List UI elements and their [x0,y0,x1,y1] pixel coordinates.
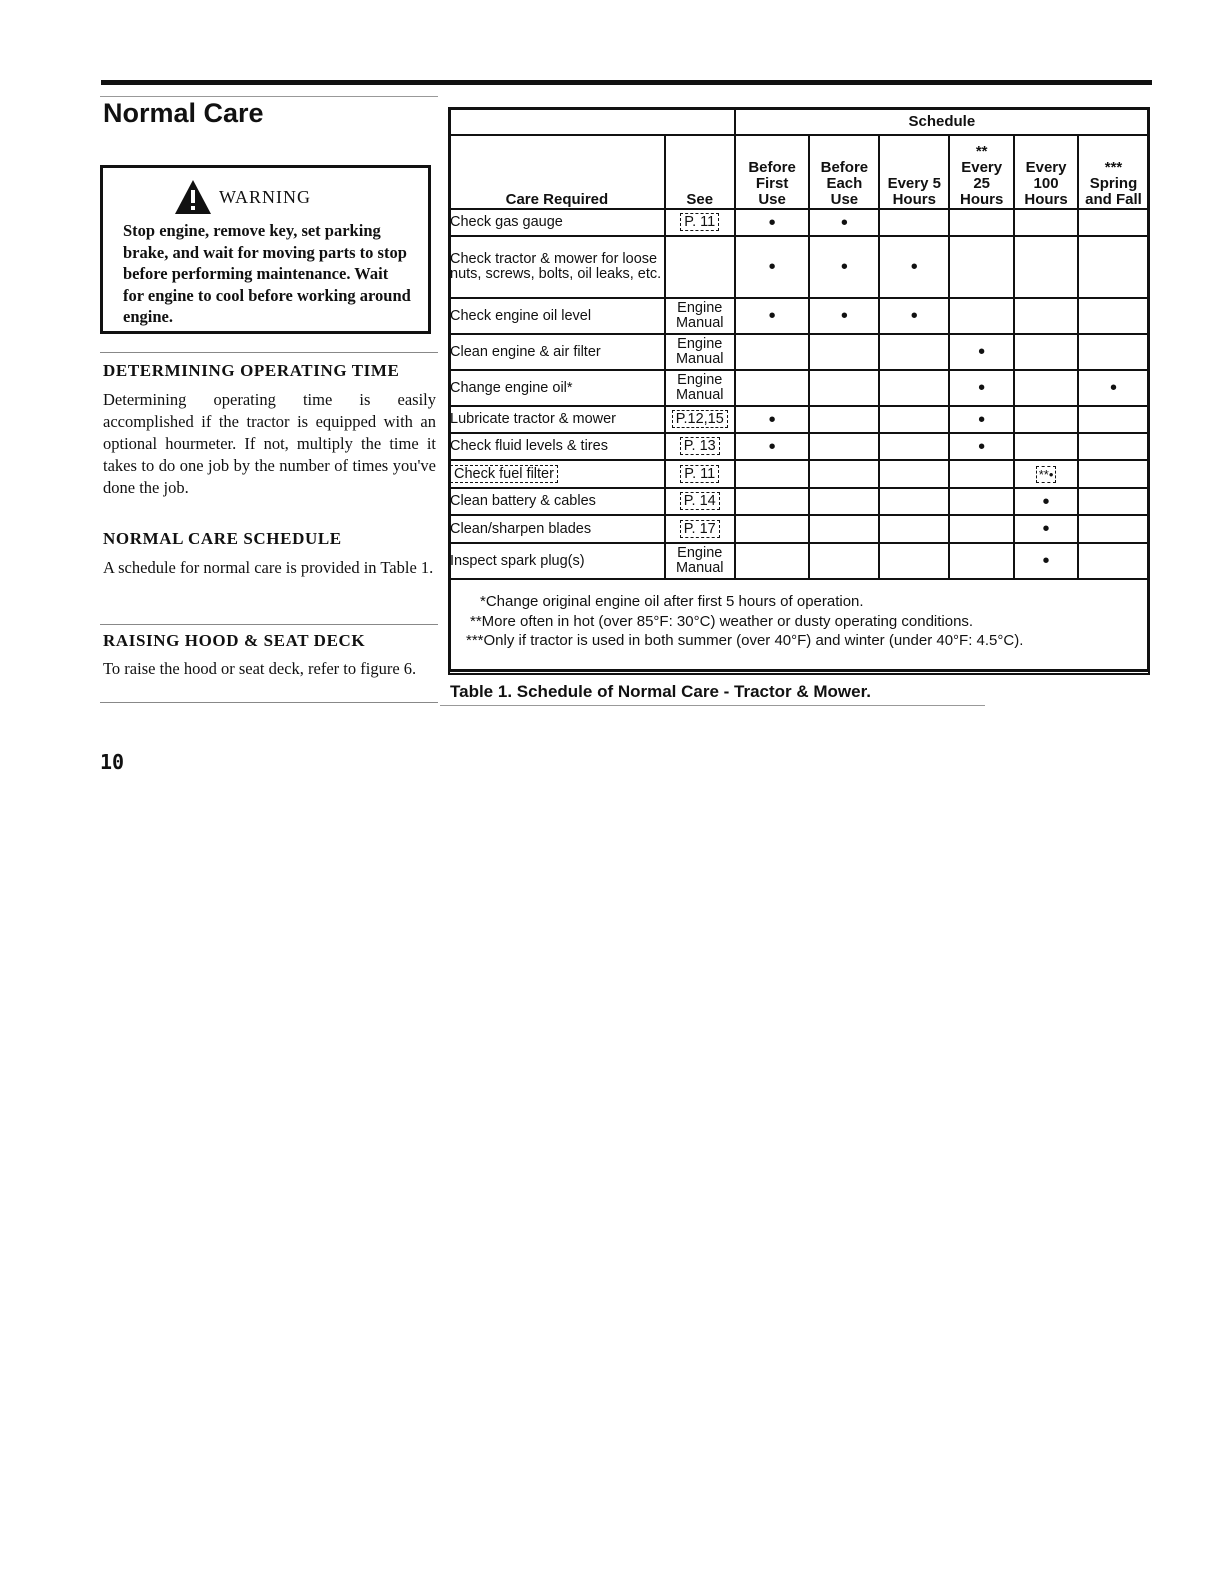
table-row [449,543,1149,579]
divider [100,624,438,625]
schedule-body [449,209,1149,579]
schedule-cell [1014,433,1078,460]
task-cell [449,433,665,460]
table-row [449,209,1149,236]
schedule-header: Schedule [735,108,1149,135]
task-cell [449,334,665,370]
raising-hood-heading: RAISING HOOD & SEAT DECK [103,631,366,650]
see-cell [665,543,735,579]
col-label: Every 100 Hours [1024,159,1068,208]
schedule-dot: • [1042,518,1050,540]
see-reference: P. 14 [680,492,720,510]
see-reference: P. 11 [680,465,719,483]
table-row [449,236,1149,298]
schedule-cell [735,406,810,433]
task-label: Change engine oil* [450,379,573,396]
schedule-cell [1078,209,1149,236]
schedule-cell [809,236,879,298]
title-rule [100,96,438,97]
task-label: Inspect spark plug(s) [450,552,585,569]
task-label: Clean engine & air filter [450,343,601,360]
col-before-first-use [735,135,810,209]
schedule-cell [949,236,1014,298]
task-label: Clean/sharpen blades [450,520,592,537]
task-cell [449,236,665,298]
schedule-dot: • [978,377,986,399]
schedule-cell [879,460,949,488]
col-label: Every 25 Hours [960,159,1004,208]
see-reference: P. 17 [680,520,720,538]
col-every-25-hours [949,135,1014,209]
note-2: **More often in hot (over 85°F: 30°C) weather or dusty operating conditions. [470,612,974,630]
schedule-cell [949,209,1014,236]
task-label: Check gas gauge [450,214,563,230]
table-row [449,406,1149,433]
see-reference: P. 11 [680,213,719,231]
col-before-each-use [809,135,879,209]
schedule-cell [1014,334,1078,370]
col-note-mark: *** [1104,159,1123,176]
schedule-cell [1078,406,1149,433]
schedule-cell [1014,370,1078,406]
schedule-cell [809,298,879,334]
schedule-cell [1078,236,1149,298]
see-cell [665,370,735,406]
see-cell [665,406,735,433]
see-cell [665,334,735,370]
table-row [449,370,1149,406]
schedule-cell [879,406,949,433]
schedule-dot: • [840,211,848,234]
schedule-table [448,107,1150,675]
task-label: Check fluid levels & tires [450,438,608,454]
schedule-cell [1078,515,1149,543]
table-row [449,488,1149,515]
col-care-required: Care Required [449,135,665,209]
table-row [449,298,1149,334]
task-cell [449,515,665,543]
see-cell [665,515,735,543]
schedule-dot: • [768,211,776,234]
table-row [449,460,1149,488]
schedule-cell [1078,370,1149,406]
see-cell [665,433,735,460]
schedule-cell [879,334,949,370]
schedule-cell [735,334,810,370]
schedule-cell [1078,460,1149,488]
schedule-dot: • [910,256,918,278]
col-label: Every 5 Hours [887,175,941,208]
schedule-cell [735,298,810,334]
see-reference: P. 13 [680,437,720,455]
schedule-cell [735,370,810,406]
page-number: 10 [100,750,125,774]
task-cell [449,543,665,579]
schedule-cell [809,433,879,460]
schedule-cell [1014,543,1078,579]
schedule-cell [879,236,949,298]
top-rule [101,80,1152,85]
schedule-cell [1078,488,1149,515]
see-cell [665,488,735,515]
schedule-cell [949,543,1014,579]
page-title: Normal Care [103,98,264,128]
schedule-cell [809,334,879,370]
schedule-cell [879,298,949,334]
schedule-dot: • [768,305,776,327]
table-notes [466,592,1023,651]
schedule-cell [1014,515,1078,543]
schedule-cell [949,460,1014,488]
schedule-cell [879,488,949,515]
col-label: Spring and Fall [1085,175,1142,208]
task-label: Lubricate tractor & mower [450,411,617,427]
table-corner [449,108,735,135]
note-1: *Change original engine oil after first 5 hours of operation. [480,593,864,610]
table-row [449,433,1149,460]
schedule-cell [949,515,1014,543]
schedule-cell [949,334,1014,370]
schedule-cell [735,433,810,460]
schedule-cell [1014,488,1078,515]
schedule-cell [809,460,879,488]
schedule-cell [949,406,1014,433]
divider [100,702,438,703]
warning-triangle-icon [173,178,213,216]
schedule-cell [1014,406,1078,433]
see-reference: Engine Manual [675,300,724,331]
schedule-cell [879,370,949,406]
task-cell [449,298,665,334]
schedule-dot: • [768,408,776,431]
schedule-cell [1014,209,1078,236]
schedule-cell [879,543,949,579]
task-label: Check fuel filter [450,465,558,483]
schedule-cell [735,209,810,236]
schedule-cell [1078,298,1149,334]
see-cell [665,298,735,334]
col-spring-and-fall [1078,135,1149,209]
schedule-dot: • [910,305,918,327]
schedule-cell [879,515,949,543]
task-label: Check engine oil level [450,307,592,324]
warning-text: Stop engine, remove key, set parking brake, and wait for moving parts to stop before performing maintenance. Wait for engine to cool before working around engine. [123,221,411,326]
schedule-cell [809,488,879,515]
schedule-cell [809,515,879,543]
schedule-dot: • [840,305,848,327]
task-cell [449,406,665,433]
warning-heading [173,178,311,216]
schedule-cell [949,298,1014,334]
schedule-cell [809,543,879,579]
table-row [449,515,1149,543]
warning-box [100,165,431,334]
see-cell [665,460,735,488]
schedule-dot: • [768,256,776,278]
note-3: ***Only if tractor is used in both summer (over 40°F) and winter (under 40°F: 4.5°C). [466,632,1024,649]
schedule-cell [1078,543,1149,579]
schedule-cell [809,370,879,406]
schedule-dot: • [840,256,848,278]
task-cell [449,209,665,236]
schedule-cell [735,460,810,488]
see-reference: P.12,15 [672,410,728,428]
divider [100,352,438,353]
operating-time-heading: DETERMINING OPERATING TIME [103,361,400,380]
caption-rule [440,705,985,706]
care-schedule-text: A schedule for normal care is provided in Table 1. [103,558,434,577]
warning-label: WARNING [219,186,311,207]
col-every-5-hours [879,135,949,209]
see-reference: Engine Manual [675,372,724,403]
table-caption: Table 1. Schedule of Normal Care - Tractor & Mower. [450,682,872,701]
schedule-cell [949,433,1014,460]
schedule-cell [949,370,1014,406]
schedule-dot: • [768,435,776,458]
operating-time-text: Determining operating time is easily accomplished if the tractor is equipped with an optional hourmeter. If not, multiply the time it takes to do one job by the number of times you've done the job. [103,390,436,497]
schedule-dot: • [1042,490,1050,513]
col-label: Before First Use [748,159,796,208]
task-cell [449,488,665,515]
schedule-cell [1014,298,1078,334]
col-label: Before Each Use [820,159,869,208]
schedule-dot: • [1042,550,1050,572]
schedule-cell [809,406,879,433]
see-reference: Engine Manual [675,545,724,576]
schedule-cell [879,209,949,236]
col-see: See [665,135,735,209]
raising-hood-text: To raise the hood or seat deck, refer to figure 6. [103,659,417,678]
schedule-dot: • [1109,377,1117,399]
schedule-dot: • [978,435,986,458]
schedule-cell [735,488,810,515]
schedule-cell [735,515,810,543]
schedule-cell [735,236,810,298]
care-schedule-heading: NORMAL CARE SCHEDULE [103,529,342,548]
col-every-100-hours [1014,135,1078,209]
schedule-cell [949,488,1014,515]
schedule-cell [1014,236,1078,298]
schedule-dot: **• [1036,466,1057,483]
task-cell [449,370,665,406]
schedule-cell [1078,433,1149,460]
schedule-dot: • [978,408,986,431]
schedule-cell [879,433,949,460]
task-cell [449,460,665,488]
schedule-cell [809,209,879,236]
task-label: Check tractor & mower for loose nuts, screws, bolts, oil leaks, etc. [450,251,662,282]
schedule-cell [1014,460,1078,488]
see-cell [665,236,735,298]
table-row [449,334,1149,370]
task-label: Clean battery & cables [450,493,596,509]
schedule-cell [1078,334,1149,370]
see-reference: Engine Manual [675,336,724,367]
see-cell [665,209,735,236]
schedule-cell [735,543,810,579]
schedule-dot: • [978,341,986,363]
col-note-mark: ** [975,143,988,160]
